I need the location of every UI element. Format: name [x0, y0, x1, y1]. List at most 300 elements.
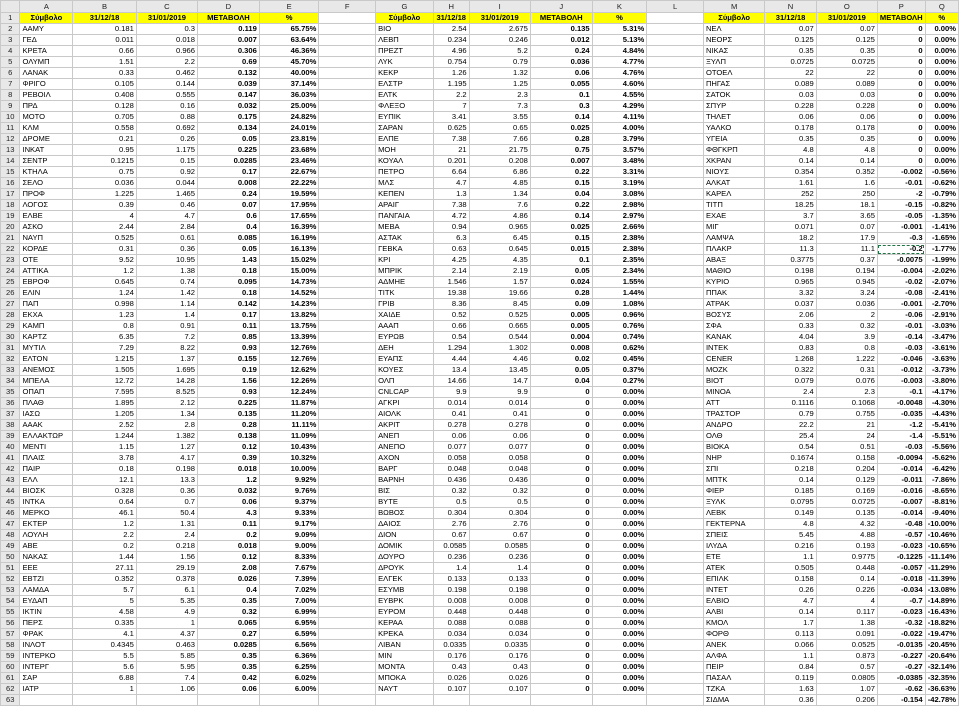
cell[interactable]: 0.66 [433, 321, 469, 332]
row-number[interactable]: 30 [1, 332, 20, 343]
cell[interactable] [647, 409, 704, 420]
cell[interactable] [647, 321, 704, 332]
symbol-cell[interactable]: ΤΖΚΑ [703, 684, 764, 695]
cell[interactable]: 0.14 [765, 607, 816, 618]
cell[interactable]: 0.032 [198, 486, 260, 497]
cell[interactable]: 4.77% [592, 57, 647, 68]
column-header-f[interactable]: F [319, 1, 376, 13]
cell[interactable] [647, 420, 704, 431]
cell[interactable]: 0.36 [136, 486, 197, 497]
cell[interactable]: 0.75 [73, 167, 137, 178]
cell[interactable]: 1.38 [136, 266, 197, 277]
row-number[interactable]: 2 [1, 24, 20, 35]
symbol-cell[interactable]: ΠΕΤΡΟ [376, 167, 434, 178]
cell[interactable] [319, 112, 376, 123]
cell[interactable]: 0 [877, 24, 925, 35]
row-number[interactable]: 14 [1, 156, 20, 167]
cell[interactable]: 36.03% [259, 90, 319, 101]
symbol-cell[interactable]: ΑΑΜΥ [20, 24, 73, 35]
cell[interactable]: 6.35 [73, 332, 137, 343]
cell[interactable]: -0.1225 [877, 552, 925, 563]
column-title-cell[interactable]: 31/12/18 [433, 13, 469, 24]
symbol-cell[interactable]: ΝΗΡ [703, 453, 764, 464]
cell[interactable] [319, 145, 376, 156]
cell[interactable]: 1.07 [816, 684, 877, 695]
cell[interactable]: 1.34 [136, 409, 197, 420]
cell[interactable]: -0.02 [877, 277, 925, 288]
cell[interactable]: 6.56% [259, 640, 319, 651]
cell[interactable] [319, 332, 376, 343]
cell[interactable] [647, 563, 704, 574]
cell[interactable] [647, 607, 704, 618]
cell[interactable]: 0.135 [198, 409, 260, 420]
cell[interactable]: 0 [530, 541, 592, 552]
cell[interactable] [319, 695, 376, 706]
row-number[interactable]: 39 [1, 431, 20, 442]
cell[interactable]: 0.00% [925, 57, 958, 68]
cell[interactable] [647, 255, 704, 266]
cell[interactable]: -0.057 [877, 563, 925, 574]
cell[interactable]: 0.178 [816, 123, 877, 134]
cell[interactable]: 15.00% [259, 266, 319, 277]
cell[interactable]: 1.2 [198, 475, 260, 486]
cell[interactable]: 0.76% [592, 321, 647, 332]
cell[interactable] [319, 354, 376, 365]
symbol-cell[interactable]: ΟΛΠ [376, 376, 434, 387]
cell[interactable]: 0.51 [816, 442, 877, 453]
cell[interactable]: 0 [877, 101, 925, 112]
cell[interactable]: 0.91 [136, 321, 197, 332]
cell[interactable]: 0.558 [73, 123, 137, 134]
cell[interactable] [319, 618, 376, 629]
cell[interactable]: 0.45% [592, 354, 647, 365]
symbol-cell[interactable]: ΣΠΕΙΣ [703, 530, 764, 541]
cell[interactable] [319, 640, 376, 651]
cell[interactable]: -1.99% [925, 255, 958, 266]
cell[interactable]: 0.436 [433, 475, 469, 486]
cell[interactable]: 1.222 [816, 354, 877, 365]
cell[interactable] [319, 90, 376, 101]
symbol-cell[interactable]: ΤΙΤΠ [703, 200, 764, 211]
symbol-cell[interactable]: ΒΟΣΥΣ [703, 310, 764, 321]
row-number[interactable]: 15 [1, 167, 20, 178]
cell[interactable]: 0.144 [136, 79, 197, 90]
cell[interactable]: -0.003 [877, 376, 925, 387]
cell[interactable]: 0.354 [765, 167, 816, 178]
cell[interactable] [319, 508, 376, 519]
row-number[interactable]: 16 [1, 178, 20, 189]
cell[interactable]: 11.11% [259, 420, 319, 431]
cell[interactable]: 5.2 [469, 46, 530, 57]
symbol-cell[interactable]: ΛΑΝΑΚ [20, 68, 73, 79]
cell[interactable]: 9.00% [259, 541, 319, 552]
cell[interactable]: 22.22% [259, 178, 319, 189]
row-number[interactable]: 63 [1, 695, 20, 706]
cell[interactable]: 0.335 [73, 618, 137, 629]
cell[interactable]: 2.44 [73, 222, 137, 233]
cell[interactable]: 0.322 [765, 365, 816, 376]
cell[interactable]: 0.178 [765, 123, 816, 134]
cell[interactable]: 0.5 [433, 497, 469, 508]
symbol-cell[interactable]: ΕΠΙΛΚ [703, 574, 764, 585]
cell[interactable]: 0.6 [198, 211, 260, 222]
cell[interactable]: 0.0285 [198, 640, 260, 651]
symbol-cell[interactable]: ΕΛΒΕ [20, 211, 73, 222]
row-number[interactable]: 26 [1, 288, 20, 299]
cell[interactable]: 5.85 [136, 651, 197, 662]
cell[interactable]: -0.0094 [877, 453, 925, 464]
cell[interactable]: 0.193 [816, 541, 877, 552]
cell[interactable]: 0.21 [73, 134, 137, 145]
cell[interactable]: -8.65% [925, 486, 958, 497]
cell[interactable]: 1.42 [136, 288, 197, 299]
symbol-cell[interactable]: ΑΤΤΙΚΑ [20, 266, 73, 277]
cell[interactable]: 0.27% [592, 376, 647, 387]
symbol-cell[interactable]: ΙΝΤΕΡΓ [20, 662, 73, 673]
cell[interactable]: -10.00% [925, 519, 958, 530]
cell[interactable] [647, 222, 704, 233]
symbol-cell[interactable]: ΤΡΑΣΤΟΡ [703, 409, 764, 420]
cell[interactable] [647, 651, 704, 662]
cell[interactable]: -8.81% [925, 497, 958, 508]
cell[interactable]: 0.3 [136, 24, 197, 35]
symbol-cell[interactable]: ΕΧΑΕ [703, 211, 764, 222]
symbol-cell[interactable]: ΚΑΝΑΚ [703, 332, 764, 343]
row-number[interactable]: 32 [1, 354, 20, 365]
cell[interactable]: -0.022 [877, 629, 925, 640]
cell[interactable] [647, 519, 704, 530]
cell[interactable]: 9.33% [259, 508, 319, 519]
cell[interactable]: 0.125 [765, 35, 816, 46]
cell[interactable]: 0.018 [136, 35, 197, 46]
cell[interactable] [647, 167, 704, 178]
row-number[interactable]: 55 [1, 607, 20, 618]
cell[interactable]: 9.92% [259, 475, 319, 486]
cell[interactable] [319, 178, 376, 189]
cell[interactable] [647, 310, 704, 321]
cell[interactable]: 0.142 [198, 299, 260, 310]
cell[interactable]: 0.194 [816, 266, 877, 277]
cell[interactable]: 1.205 [73, 409, 137, 420]
cell[interactable] [647, 497, 704, 508]
cell[interactable]: 0.079 [765, 376, 816, 387]
cell[interactable]: 12.76% [259, 343, 319, 354]
symbol-cell[interactable]: ΚΕΡΑΑ [376, 618, 434, 629]
cell[interactable] [647, 200, 704, 211]
cell[interactable]: 6.3 [433, 233, 469, 244]
cell[interactable] [319, 387, 376, 398]
cell[interactable]: 10.43% [259, 442, 319, 453]
row-number[interactable]: 45 [1, 497, 20, 508]
cell[interactable]: -6.42% [925, 464, 958, 475]
cell[interactable] [319, 662, 376, 673]
cell[interactable]: 1.27 [136, 442, 197, 453]
cell[interactable]: 0.462 [136, 68, 197, 79]
cell[interactable] [319, 376, 376, 387]
cell[interactable]: 1.7 [765, 618, 816, 629]
cell[interactable]: -0.27 [877, 662, 925, 673]
symbol-cell[interactable]: ΕΥΡΩΒ [376, 332, 434, 343]
cell[interactable]: 0.00% [592, 662, 647, 673]
cell[interactable]: 0.025 [530, 222, 592, 233]
cell[interactable]: 0.00% [925, 145, 958, 156]
symbol-cell[interactable]: ΔΡΟΥΚ [376, 563, 434, 574]
cell[interactable]: 0 [530, 398, 592, 409]
cell[interactable]: 0 [530, 442, 592, 453]
cell[interactable]: 5.35 [136, 596, 197, 607]
cell[interactable]: 0 [877, 35, 925, 46]
cell[interactable]: -32.14% [925, 662, 958, 673]
cell[interactable]: -0.7 [877, 596, 925, 607]
cell[interactable]: 1.195 [433, 79, 469, 90]
cell[interactable]: 0.35 [816, 46, 877, 57]
cell[interactable] [319, 585, 376, 596]
cell[interactable]: 0.181 [73, 24, 137, 35]
cell[interactable]: 0.155 [198, 354, 260, 365]
cell[interactable]: 0.67 [433, 530, 469, 541]
cell[interactable]: 0.57 [816, 662, 877, 673]
cell[interactable]: 0.14 [816, 574, 877, 585]
cell[interactable]: 6.02% [259, 673, 319, 684]
cell[interactable] [647, 508, 704, 519]
cell[interactable] [73, 695, 137, 706]
cell[interactable]: 0.06 [433, 431, 469, 442]
cell[interactable] [647, 673, 704, 684]
symbol-cell[interactable]: ΑΒΑΞ [703, 255, 764, 266]
row-number[interactable]: 53 [1, 585, 20, 596]
cell[interactable]: -0.002 [877, 167, 925, 178]
symbol-cell[interactable]: ΜΟΗ [376, 145, 434, 156]
cell[interactable]: 0.07 [816, 24, 877, 35]
cell[interactable]: 0.93 [198, 387, 260, 398]
cell[interactable]: 0.234 [433, 35, 469, 46]
row-number[interactable]: 25 [1, 277, 20, 288]
cell[interactable]: 1.14 [136, 299, 197, 310]
cell[interactable]: 4.8 [816, 145, 877, 156]
cell[interactable]: 0.0725 [765, 57, 816, 68]
symbol-cell[interactable]: ΦΙΕΡ [703, 486, 764, 497]
cell[interactable]: 0.026 [469, 673, 530, 684]
symbol-cell[interactable]: ΜΟΝΤΑ [376, 662, 434, 673]
cell[interactable]: 0.125 [816, 35, 877, 46]
symbol-cell[interactable]: ΠΡΕΖΤ [376, 46, 434, 57]
cell[interactable]: -5.51% [925, 431, 958, 442]
symbol-cell[interactable]: ΕΛΣΤΡ [376, 79, 434, 90]
cell[interactable]: 0.12 [198, 442, 260, 453]
cell[interactable]: 0 [530, 519, 592, 530]
cell[interactable]: 1.2 [73, 266, 137, 277]
cell[interactable] [319, 343, 376, 354]
cell[interactable]: 46.36% [259, 46, 319, 57]
cell[interactable] [647, 211, 704, 222]
cell[interactable]: 0.00% [925, 101, 958, 112]
cell[interactable]: 1.37 [136, 354, 197, 365]
cell[interactable]: 0.8 [73, 321, 137, 332]
cell[interactable]: 0.014 [433, 398, 469, 409]
symbol-cell[interactable]: ΣΕΝΤΡ [20, 156, 73, 167]
symbol-cell[interactable]: ΑΑΑΠ [376, 321, 434, 332]
cell[interactable]: 0.328 [73, 486, 137, 497]
cell[interactable]: -18.82% [925, 618, 958, 629]
cell[interactable]: 0.18 [198, 266, 260, 277]
column-header-d[interactable]: D [198, 1, 260, 13]
row-number[interactable]: 29 [1, 321, 20, 332]
symbol-cell[interactable]: ΚΕΚΡ [376, 68, 434, 79]
cell[interactable]: 0.35 [198, 651, 260, 662]
cell[interactable]: 16.39% [259, 222, 319, 233]
cell[interactable]: 0.246 [469, 35, 530, 46]
cell[interactable]: 5.7 [73, 585, 137, 596]
cell[interactable] [647, 299, 704, 310]
cell[interactable]: 0.015 [530, 244, 592, 255]
cell[interactable]: 0.645 [469, 244, 530, 255]
symbol-cell[interactable]: ΕΥΡΟΜ [376, 607, 434, 618]
cell[interactable]: 4.8 [765, 519, 816, 530]
cell[interactable]: 4.88 [816, 530, 877, 541]
symbol-cell[interactable]: ΙΝΤΕΚ [703, 343, 764, 354]
cell[interactable]: 13.3 [136, 475, 197, 486]
symbol-cell[interactable]: ΑΑΑΚ [20, 420, 73, 431]
cell[interactable] [647, 684, 704, 695]
cell[interactable]: 0 [877, 79, 925, 90]
cell[interactable] [647, 618, 704, 629]
symbol-cell[interactable]: ΒΑΡΓ [376, 464, 434, 475]
cell[interactable]: 0.1068 [816, 398, 877, 409]
column-header-q[interactable]: Q [925, 1, 958, 13]
cell[interactable]: 0 [877, 156, 925, 167]
cell[interactable]: 0.37% [592, 365, 647, 376]
cell[interactable]: 0 [530, 431, 592, 442]
cell[interactable]: 0.036 [816, 299, 877, 310]
cell[interactable]: 0.408 [73, 90, 137, 101]
cell[interactable]: 0.83 [765, 343, 816, 354]
cell[interactable]: 50.4 [136, 508, 197, 519]
symbol-cell[interactable]: ΥΑΛΚΟ [703, 123, 764, 134]
cell[interactable]: -3.61% [925, 343, 958, 354]
cell[interactable]: 0.201 [433, 156, 469, 167]
cell[interactable]: 2.06 [765, 310, 816, 321]
cell[interactable]: 0.32 [816, 321, 877, 332]
cell[interactable]: 0.00% [592, 431, 647, 442]
cell[interactable]: 12.26% [259, 376, 319, 387]
cell[interactable] [319, 673, 376, 684]
symbol-cell[interactable]: ΙΝΚΑΤ [20, 145, 73, 156]
selected-cell[interactable]: -0.2 [877, 244, 925, 255]
cell[interactable]: 2.675 [469, 24, 530, 35]
row-number[interactable]: 21 [1, 233, 20, 244]
cell[interactable]: 4.00% [592, 123, 647, 134]
cell[interactable]: 0.00% [925, 134, 958, 145]
cell[interactable]: 5 [73, 596, 137, 607]
cell[interactable] [136, 695, 197, 706]
symbol-cell[interactable]: ΕΥΔΑΠ [20, 596, 73, 607]
symbol-cell[interactable]: ΠΡΟΦ [20, 189, 73, 200]
cell[interactable]: 0.93 [198, 343, 260, 354]
cell[interactable]: 0 [530, 420, 592, 431]
symbol-cell[interactable]: ΣΦΑ [703, 321, 764, 332]
cell[interactable]: 0.436 [469, 475, 530, 486]
symbol-cell[interactable]: ΜΠΕΛΑ [20, 376, 73, 387]
cell[interactable]: 8.22 [136, 343, 197, 354]
cell[interactable]: 1.895 [73, 398, 137, 409]
cell[interactable]: 0.32 [198, 607, 260, 618]
cell[interactable]: 0.11 [198, 519, 260, 530]
cell[interactable]: 0 [530, 497, 592, 508]
cell[interactable]: 0.06 [469, 431, 530, 442]
cell[interactable]: 0.133 [469, 574, 530, 585]
cell[interactable]: 4 [816, 596, 877, 607]
cell[interactable] [530, 695, 592, 706]
symbol-cell[interactable]: ΕΣΥΜΒ [376, 585, 434, 596]
symbol-cell[interactable]: ΛΑΜΔΑ [20, 585, 73, 596]
cell[interactable]: -0.62 [877, 684, 925, 695]
cell[interactable]: 0 [530, 662, 592, 673]
cell[interactable]: 29.19 [136, 563, 197, 574]
symbol-cell[interactable]: ΜΛΣ [376, 178, 434, 189]
cell[interactable] [319, 475, 376, 486]
symbol-cell[interactable]: ΟΛΥΜΠ [20, 57, 73, 68]
symbol-cell[interactable]: ΕΛΤΚ [376, 90, 434, 101]
cell[interactable]: 0.134 [198, 123, 260, 134]
cell[interactable]: -0.08 [877, 288, 925, 299]
symbol-cell[interactable]: ΦΘΓΚΡΠ [703, 145, 764, 156]
cell[interactable]: 0.00% [592, 420, 647, 431]
cell[interactable]: 0.055 [530, 79, 592, 90]
symbol-cell[interactable]: ΠΡΔ [20, 101, 73, 112]
column-title-cell[interactable]: % [925, 13, 958, 24]
cell[interactable] [319, 24, 376, 35]
cell[interactable]: 22.2 [765, 420, 816, 431]
cell[interactable] [319, 79, 376, 90]
symbol-cell[interactable]: ΕΥΑΠΣ [376, 354, 434, 365]
cell[interactable] [319, 310, 376, 321]
cell[interactable]: 0.00% [925, 68, 958, 79]
cell[interactable]: -1.35% [925, 211, 958, 222]
cell[interactable]: 16.19% [259, 233, 319, 244]
cell[interactable]: 0.036 [73, 178, 137, 189]
column-header-a[interactable]: A [20, 1, 73, 13]
cell[interactable] [319, 299, 376, 310]
symbol-cell[interactable]: ΑΝΕΠΟ [376, 442, 434, 453]
cell[interactable]: 0.04 [530, 376, 592, 387]
symbol-cell[interactable]: ΧΚΡΑΝ [703, 156, 764, 167]
cell[interactable] [647, 79, 704, 90]
cell[interactable]: 1.24 [73, 288, 137, 299]
row-number[interactable]: 58 [1, 640, 20, 651]
column-header-k[interactable]: K [592, 1, 647, 13]
cell[interactable]: 0.026 [433, 673, 469, 684]
cell[interactable]: 0.06 [816, 112, 877, 123]
cell[interactable]: 4.44 [433, 354, 469, 365]
cell[interactable]: -0.48 [877, 519, 925, 530]
cell[interactable] [647, 475, 704, 486]
cell[interactable]: 0.42 [198, 673, 260, 684]
cell[interactable]: 0.132 [198, 68, 260, 79]
symbol-cell[interactable]: ΛΕΒΠ [376, 35, 434, 46]
cell[interactable] [647, 453, 704, 464]
symbol-cell[interactable]: ΚΜΟΛ [703, 618, 764, 629]
cell[interactable]: 0.3 [530, 101, 592, 112]
cell[interactable]: 0.448 [469, 607, 530, 618]
symbol-cell[interactable]: ΑΛΦΑ [703, 651, 764, 662]
cell[interactable]: 0.00% [592, 673, 647, 684]
cell[interactable]: 4.1 [73, 629, 137, 640]
cell[interactable]: 1.2 [73, 519, 137, 530]
cell[interactable]: 0.07 [765, 24, 816, 35]
cell[interactable]: 0.7 [136, 497, 197, 508]
cell[interactable]: 0.225 [198, 145, 260, 156]
symbol-cell[interactable]: ΑΤΕΚ [703, 563, 764, 574]
